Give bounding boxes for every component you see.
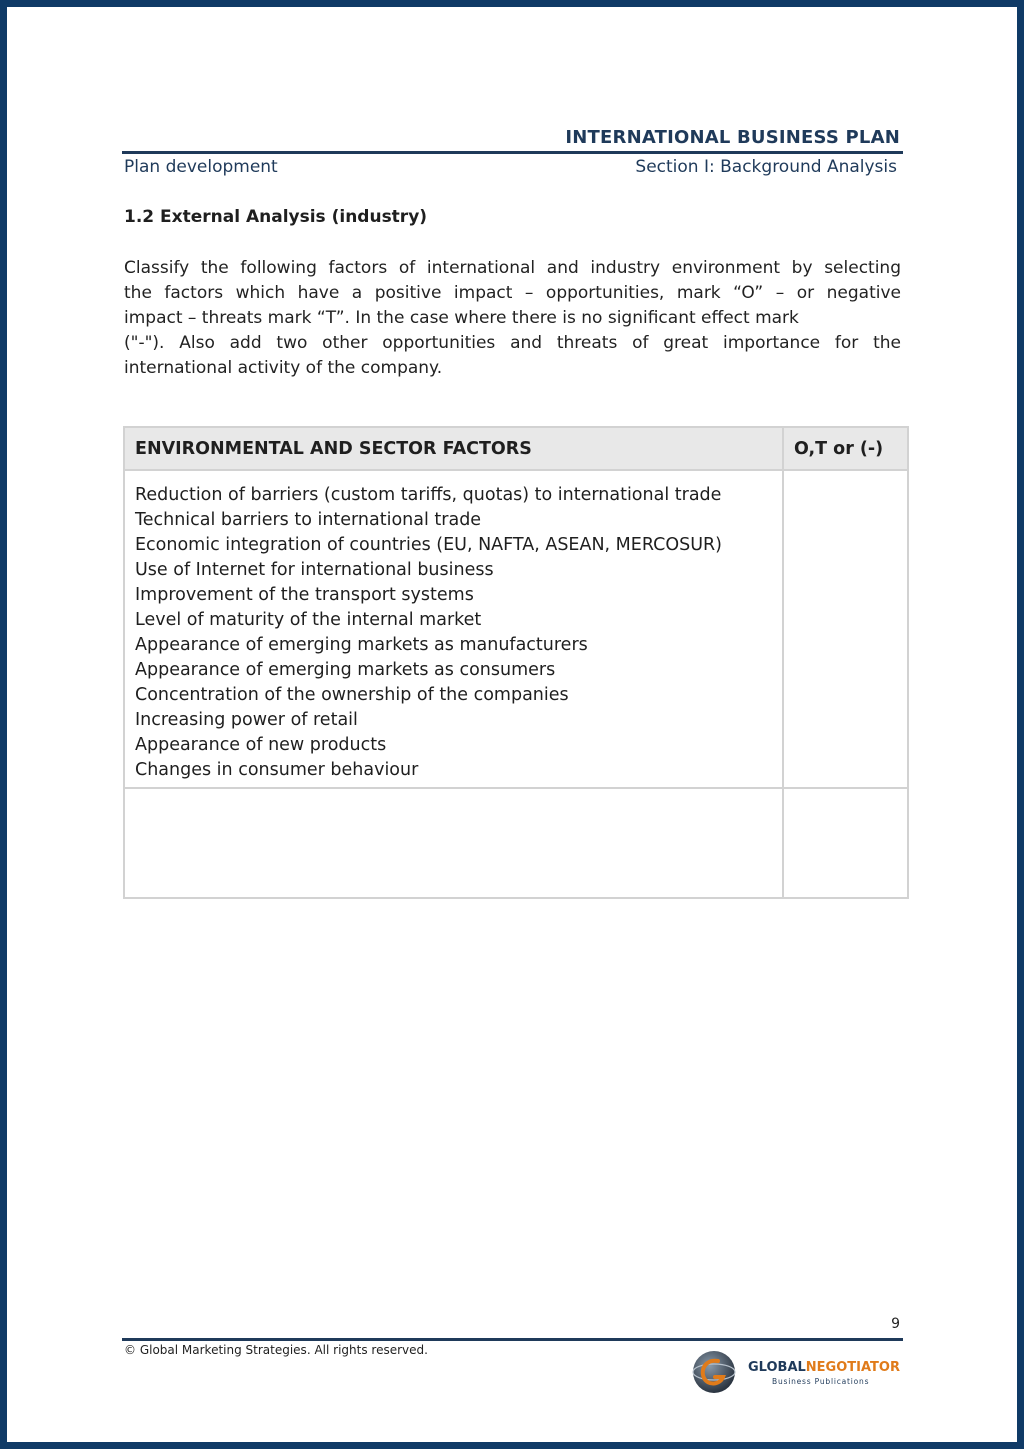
factor-item: Appearance of new products — [135, 735, 387, 755]
globalnegotiator-logo — [688, 1347, 900, 1397]
factor-item: Changes in consumer behaviour — [135, 760, 419, 780]
footer-rule — [122, 1338, 903, 1341]
factor-list-cell — [124, 470, 783, 788]
table-header-row — [124, 427, 908, 470]
header-right-label: Section I: Background Analysis — [635, 157, 897, 177]
section-title: 1.2 External Analysis (industry) — [124, 207, 428, 227]
page-number: 9 — [891, 1316, 900, 1332]
table-row-blank — [124, 788, 908, 898]
copyright-notice: © Global Marketing Strategies. All rights reserved. — [124, 1343, 428, 1357]
header-left-label: Plan development — [124, 157, 278, 177]
factor-item: Improvement of the transport systems — [135, 585, 474, 605]
logo-brand-b: NEGOTIATOR — [805, 1360, 900, 1375]
intro-line: Classify the following factors of international and industry environment by selecting — [124, 258, 901, 278]
factor-item: Reduction of barriers (custom tariffs, quotas) to international trade — [135, 485, 722, 505]
factor-item: Concentration of the ownership of the companies — [135, 685, 569, 705]
header-classification: O,T or (-) — [783, 427, 908, 470]
logo-tagline: Business Publications — [772, 1377, 870, 1386]
intro-line: the factors which have a positive impact – opportunities, mark “O” – or negative — [124, 283, 901, 303]
factor-item: Economic integration of countries (EU, NAFTA, ASEAN, MERCOSUR) — [135, 535, 723, 555]
document-title: INTERNATIONAL BUSINESS PLAN — [565, 127, 900, 148]
factor-item: Appearance of emerging markets as manufacturers — [135, 635, 588, 655]
svg-text:GLOBALNEGOTIATOR — [748, 1360, 900, 1375]
classification-cell[interactable] — [783, 470, 908, 788]
factor-item: Appearance of emerging markets as consumers — [135, 660, 556, 680]
factor-item: Level of maturity of the internal market — [135, 610, 482, 630]
logo-brand-a: GLOBAL — [748, 1360, 806, 1375]
factor-item: Increasing power of retail — [135, 710, 358, 730]
intro-line: international activity of the company. — [124, 358, 443, 378]
factors-table — [123, 426, 909, 899]
factor-item: Use of Internet for international business — [135, 560, 494, 580]
factor-item: Technical barriers to international trade — [135, 510, 482, 530]
additional-factors-cell[interactable] — [124, 788, 783, 898]
globe-g-icon — [693, 1351, 735, 1393]
header-rule — [122, 151, 903, 154]
intro-line: ("-"). Also add two other opportunities and threats of great importance for the — [124, 333, 901, 353]
additional-classification-cell[interactable] — [783, 788, 908, 898]
intro-line: impact – threats mark “T”. In the case where there is no significant effect mark — [124, 308, 799, 328]
header-factors: ENVIRONMENTAL AND SECTOR FACTORS — [124, 427, 783, 470]
intro-paragraph — [124, 256, 901, 381]
table-row — [124, 470, 908, 788]
